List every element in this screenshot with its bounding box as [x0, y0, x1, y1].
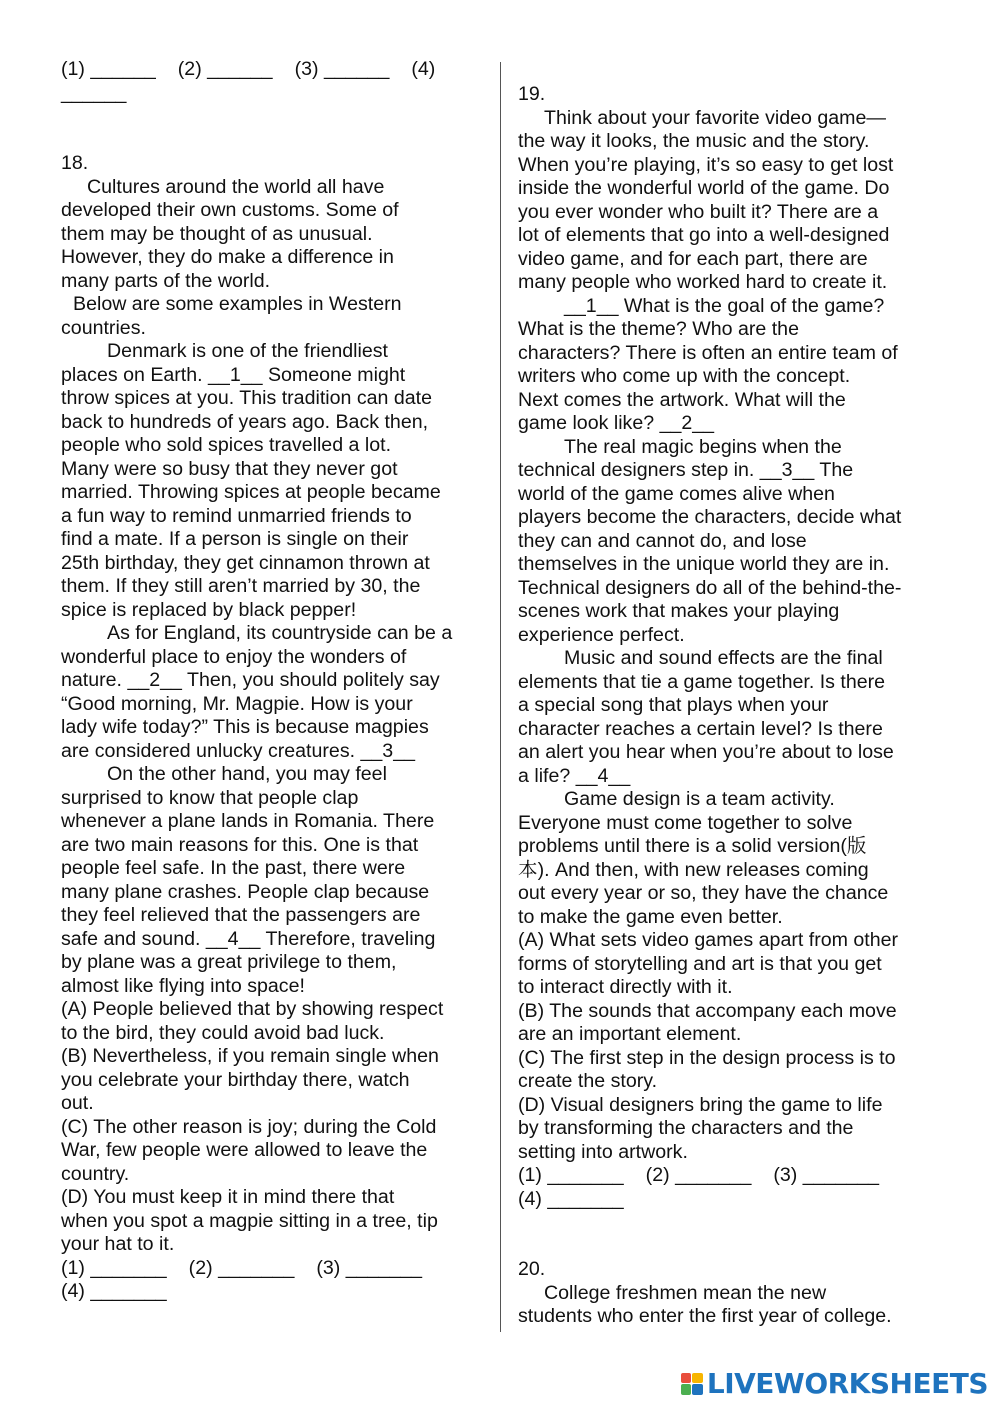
passage-line: them may be thought of as unusual. [61, 222, 373, 245]
passage-line: back to hundreds of years ago. Back then, [61, 410, 429, 433]
passage-line: Denmark is one of the friendliest [107, 340, 388, 362]
passage-line: Next comes the artwork. What will the [518, 388, 846, 411]
option-line: to the bird, they could avoid bad luck. [61, 1021, 385, 1044]
answer-blank[interactable]: (2) ______ [177, 58, 273, 80]
passage-line: many parts of the world. [61, 269, 271, 292]
option-line: out. [61, 1092, 94, 1114]
logo-square [692, 1384, 703, 1395]
option-line: (D) You must keep it in mind there that [61, 1186, 395, 1208]
logo-square [692, 1373, 703, 1384]
passage-line: married. Throwing spices at people became [61, 481, 441, 503]
passage-line: themselves in the unique world they are in. [518, 553, 890, 575]
passage-line: are considered unlucky creatures. __3__ [61, 739, 415, 762]
passage-line: “Good morning, Mr. Magpie. How is your [61, 692, 413, 715]
passage-line: Game design is a team activity. [564, 788, 835, 810]
option-line: (C) The first step in the design process is to [518, 1046, 896, 1069]
passage-line: characters? There is often an entire team of [518, 341, 898, 364]
passage-line: you ever wonder who built it? There are a [518, 200, 879, 223]
answer-blank[interactable]: (2) _______ [645, 1164, 752, 1186]
passage-line: places on Earth. __1__ Someone might [61, 363, 406, 386]
passage-line: find a mate. If a person is single on their [61, 528, 409, 550]
passage-line: are two main reasons for this. One is that [61, 833, 419, 856]
passage-line: them. If they still aren’t married by 30, the [61, 575, 421, 597]
option-line: create the story. [518, 1070, 658, 1092]
passage-line: safe and sound. __4__ Therefore, traveling [61, 927, 436, 950]
passage-line: developed their own customs. Some of [61, 199, 399, 221]
passage-line: However, they do make a difference in [61, 246, 394, 268]
passage-line: whenever a plane lands in Romania. There [61, 810, 435, 832]
passage-line: Music and sound effects are the final [564, 647, 883, 669]
option-line: you celebrate your birthday there, watch [61, 1068, 410, 1091]
option-line: (C) The other reason is joy; during the Cold [61, 1115, 437, 1138]
option-line: (B) Nevertheless, if you remain single when [61, 1045, 439, 1067]
passage-line: people who sold spices travelled a lot. [61, 434, 392, 456]
passage-line: world of the game comes alive when [518, 482, 835, 505]
passage-line: 本). And then, with new releases coming [518, 858, 869, 881]
option-line: country. [61, 1162, 130, 1185]
passage-line: The real magic begins when the [564, 435, 842, 458]
passage-line: wonderful place to enjoy the wonders of [61, 645, 407, 668]
passage-line: students who enter the first year of college. [518, 1305, 892, 1327]
spacer [61, 105, 485, 152]
answer-blank[interactable]: (1) _______ [61, 1256, 167, 1279]
passage-line: Many were so busy that they never got [61, 457, 398, 480]
option-line: (A) What sets video games apart from other [518, 929, 899, 951]
passage-line: surprised to know that people clap [61, 786, 359, 809]
passage-line: game look like? __2__ [518, 412, 715, 434]
passage-line: character reaches a certain level? Is there [518, 717, 883, 740]
passage-line: a life? __4__ [518, 764, 631, 787]
option-line: your hat to it. [61, 1233, 175, 1255]
passage-line: technical designers step in. __3__ The [518, 459, 854, 481]
liveworksheets-logo [681, 1367, 988, 1400]
passage-line: video game, and for each part, there are [518, 247, 868, 270]
passage-line: they feel relieved that the passengers are [61, 904, 421, 926]
answer-blank[interactable]: (1) _______ [518, 1164, 624, 1186]
logo-grid-icon [681, 1373, 703, 1395]
question-number: 18. [61, 152, 89, 174]
passage-line: throw spices at you. This tradition can date [61, 387, 433, 409]
passage-line: spice is replaced by black pepper! [61, 598, 357, 621]
answer-blank[interactable]: (1) ______ [61, 58, 156, 80]
passage-line: they can and cannot do, and lose [518, 529, 807, 552]
passage-line: Technical designers do all of the behind-the- [518, 576, 902, 599]
logo-square [681, 1384, 692, 1395]
right-column [518, 83, 948, 1329]
passage-line: almost like flying into space! [61, 974, 305, 997]
option-line: (A) People believed that by showing respect [61, 998, 444, 1020]
passage-line: the way it looks, the music and the story. [518, 130, 870, 152]
passage-line: 25th birthday, they get cinnamon thrown at [61, 551, 430, 574]
passage-line: players become the characters, decide what [518, 506, 902, 528]
passage-line: On the other hand, you may feel [107, 763, 387, 785]
passage-line: by plane was a great privilege to them, [61, 951, 397, 973]
answer-blank[interactable]: (3) _______ [316, 1256, 423, 1279]
answer-blank[interactable]: (3) ______ [294, 58, 390, 80]
passage-line: College freshmen mean the new [544, 1281, 827, 1304]
passage-line: out every year or so, they have the chance [518, 882, 889, 904]
logo-text: LIVEWORKSHEETS [706, 1367, 988, 1400]
passage-line: As for England, its countryside can be a [107, 622, 453, 644]
passage-line: many plane crashes. People clap because [61, 880, 430, 903]
answer-blanks-row [518, 1164, 948, 1188]
option-line: setting into artwork. [518, 1140, 688, 1163]
passage-line: people feel safe. In the past, there were [61, 857, 406, 879]
option-line: War, few people were allowed to leave the [61, 1139, 428, 1161]
answer-blank[interactable]: (2) _______ [188, 1256, 295, 1279]
answer-blank[interactable]: (3) _______ [773, 1164, 880, 1186]
passage-line: an alert you hear when you’re about to lose [518, 741, 894, 763]
question-number: 19. [518, 83, 546, 105]
passage-line: writers who come up with the concept. [518, 365, 851, 387]
passage-line: scenes work that makes your playing [518, 600, 840, 622]
answer-blank[interactable]: (4) _______ [61, 1280, 167, 1302]
spacer [518, 1211, 948, 1258]
option-line: (D) Visual designers bring the game to life [518, 1093, 883, 1116]
passage-line: inside the wonderful world of the game. Do [518, 177, 890, 199]
option-line: to interact directly with it. [518, 976, 733, 998]
passage-line: nature. __2__ Then, you should politely say [61, 669, 440, 691]
question-number: 20. [518, 1258, 546, 1280]
option-line: (B) The sounds that accompany each move [518, 999, 897, 1022]
option-line: when you spot a magpie sitting in a tree, tip [61, 1209, 438, 1232]
answer-blank[interactable]: (4) _______ [518, 1187, 624, 1210]
passage-line: Below are some examples in Western [73, 293, 402, 315]
passage-line: Cultures around the world all have [87, 175, 385, 198]
passage-line: elements that tie a game together. Is there [518, 670, 886, 693]
passage-line: What is the theme? Who are the [518, 318, 799, 340]
passage-line: to make the game even better. [518, 905, 783, 928]
left-column [61, 58, 485, 1304]
option-line: are an important element. [518, 1023, 742, 1045]
column-divider [500, 62, 501, 1332]
passage-line: lady wife today?” This is because magpies [61, 716, 429, 738]
option-line: forms of storytelling and art is that you get [518, 952, 882, 975]
passage-line: countries. [61, 316, 146, 339]
passage-line: experience perfect. [518, 623, 685, 646]
answer-blanks-row [61, 1257, 485, 1281]
passage-line: problems until there is a solid version(版 [518, 835, 867, 857]
option-line: by transforming the characters and the [518, 1117, 854, 1139]
answer-blank[interactable]: ______ [61, 81, 127, 104]
logo-square [681, 1373, 692, 1384]
answer-blank[interactable]: (4) [411, 58, 436, 80]
passage-line: a special song that plays when your [518, 694, 829, 716]
passage-line: Think about your favorite video game— [544, 106, 886, 129]
passage-line: __1__ What is the goal of the game? [564, 294, 885, 317]
answer-blanks-row [61, 58, 485, 82]
passage-line: When you’re playing, it’s so easy to get lost [518, 153, 894, 176]
passage-line: a fun way to remind unmarried friends to [61, 504, 412, 527]
passage-line: many people who worked hard to create it. [518, 271, 888, 293]
passage-line: Everyone must come together to solve [518, 811, 853, 834]
passage-line: lot of elements that go into a well-designed [518, 224, 890, 246]
